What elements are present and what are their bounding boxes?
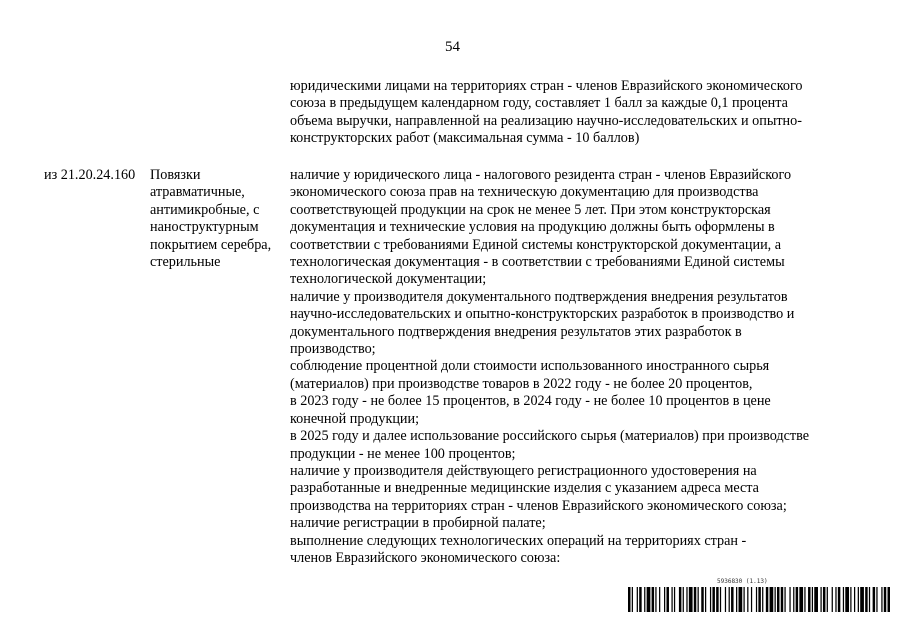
barcode-bar [781,587,783,612]
document-id: 5936830 (1.13) [717,578,768,585]
barcode-bar [884,587,886,612]
barcode-bar [671,587,672,612]
barcode-bar [710,587,711,612]
barcode-bar [731,587,733,612]
barcode-bar [881,587,882,612]
barcode-bar [632,587,633,612]
text-line: наноструктурным [150,219,259,236]
barcode-bar [775,587,776,612]
text-line: (материалов) при производстве товаров в 2022 году - не более 20 процентов, [290,375,753,392]
barcode-bar [835,587,836,612]
barcode-bar [812,587,813,612]
product-name [150,167,271,271]
page-number: 54 [445,39,460,55]
barcode-bar [736,587,737,612]
barcode-bar [860,587,864,612]
text-line: союза в предыдущем календарном году, составляет 1 балл за каждые 0,1 процента [290,95,788,112]
barcode-bar [796,587,798,612]
barcode-bar [873,587,875,612]
product-code: из 21.20.24.160 [44,167,136,183]
barcode-bar [832,587,833,612]
barcode-bar [793,587,794,612]
text-line: покрытием серебра, [150,236,272,253]
barcode-bar [869,587,870,612]
text-line: стерильные [150,254,221,271]
barcode-bar [756,587,757,612]
barcode-bar [850,587,851,612]
barcode-bar [747,587,748,612]
text-line: антимикробные, с [150,201,260,218]
barcode-bar [686,587,687,612]
barcode-bar [762,587,763,612]
barcode-bar [789,587,790,612]
text-line: наличие у юридического лица - налогового резидента стран - членов Евразийского [290,167,792,183]
text-line: соответствии с требованиями Единой системы конструкторской документации, а [290,236,782,253]
barcode-bar [854,587,855,612]
barcode-bar [876,587,877,612]
text-line: в 2023 году - не более 15 процентов, в 2024 году - не более 10 процентов в цене [290,393,771,410]
barcode-bar [666,587,668,612]
barcode-bar [845,587,849,612]
barcode-bar [777,587,779,612]
barcode-bar [784,587,785,612]
barcode-bar [694,587,696,612]
barcode-bar [739,587,743,612]
barcode-bar [758,587,760,612]
barcode-bar [743,587,744,612]
barcode-bar [679,587,681,612]
barcode-bar [647,587,651,612]
text-line: продукции - не менее 100 процентов; [290,445,516,462]
barcode-bar [683,587,684,612]
barcode-bar [720,587,721,612]
barcode-bar [766,587,768,612]
barcode-bar [823,587,825,612]
barcode-bar [858,587,859,612]
barcode-bar [820,587,821,612]
text-line: атравматичные, [150,184,245,201]
barcode-bar [689,587,693,612]
barcode-bar [770,587,774,612]
text-line: в 2025 году и далее использование российского сырья (материалов) при производстве [290,428,810,445]
barcode-bar [674,587,675,612]
barcode-bar [655,587,656,612]
barcode-bar [729,587,730,612]
barcode-bar [698,587,699,612]
text-line: производства на территориях стран - членов Евразийского экономического союза; [290,497,787,514]
barcode-bar [652,587,654,612]
barcode-bar [827,587,828,612]
text-line: экономического союза прав на техническую документацию для производства [290,184,759,201]
text-line: конструкторских работ (максимальная сумма - 10 баллов) [290,130,640,147]
barcode-bar [659,587,660,612]
barcode-bar [701,587,703,612]
barcode-bar [814,587,818,612]
barcode [628,587,890,612]
text-line: производство; [290,341,376,358]
text-line: наличие регистрации в пробирной палате; [290,515,546,532]
text-line: документального подтверждения внедрения результатов этих разработок в [290,323,742,340]
barcode-bar [637,587,638,612]
text-line: юридическими лицами на территориях стран - членов Евразийского экономического [290,78,803,94]
barcode-bar [712,587,714,612]
text-line: наличие у производителя действующего регистрационного удостоверения на [290,462,757,479]
barcode-bar [804,587,805,612]
text-line: технологическая документация - в соответствии с требованиями Единой системы [290,254,785,271]
text-line: документация и технические условия на продукцию должны быть оформлены в [290,219,775,236]
barcode-bar [664,587,665,612]
requirements-list [290,167,809,567]
text-line: наличие у производителя документального подтверждения внедрения результатов [290,288,788,305]
barcode-bar [628,587,630,612]
text-line: выполнение следующих технологических операций на территориях стран - [290,532,747,549]
text-line: научно-исследовательских и опытно-конструкторских разработок в производство и [290,306,795,323]
text-line: соответствующей продукции на срок не менее 5 лет. При этом конструкторская [290,201,771,218]
barcode-bar [865,587,867,612]
text-line: разработанные и внедренные медицинские изделия с указанием адреса места [290,480,759,497]
text-line: соблюдение процентной доли стоимости использованного иностранного сырья [290,358,770,375]
barcode-bar [716,587,718,612]
barcode-bar [808,587,810,612]
barcode-bar [725,587,726,612]
text-line: членов Евразийского экономического союза: [290,549,561,566]
barcode-bar [799,587,803,612]
text-line: конечной продукции; [290,410,420,427]
text-line: технологической документации; [290,271,487,288]
text-line: объема выручки, направленной на реализацию научно-исследовательских и опытно- [290,112,802,129]
text-line: Повязки [150,167,201,183]
barcode-bar [838,587,840,612]
barcode-bar [644,587,645,612]
barcode-bar [888,587,890,612]
barcode-bar [639,587,641,612]
continuation-paragraph [290,78,803,148]
barcode-bar [705,587,706,612]
barcode-bar [751,587,752,612]
barcode-bar [843,587,844,612]
